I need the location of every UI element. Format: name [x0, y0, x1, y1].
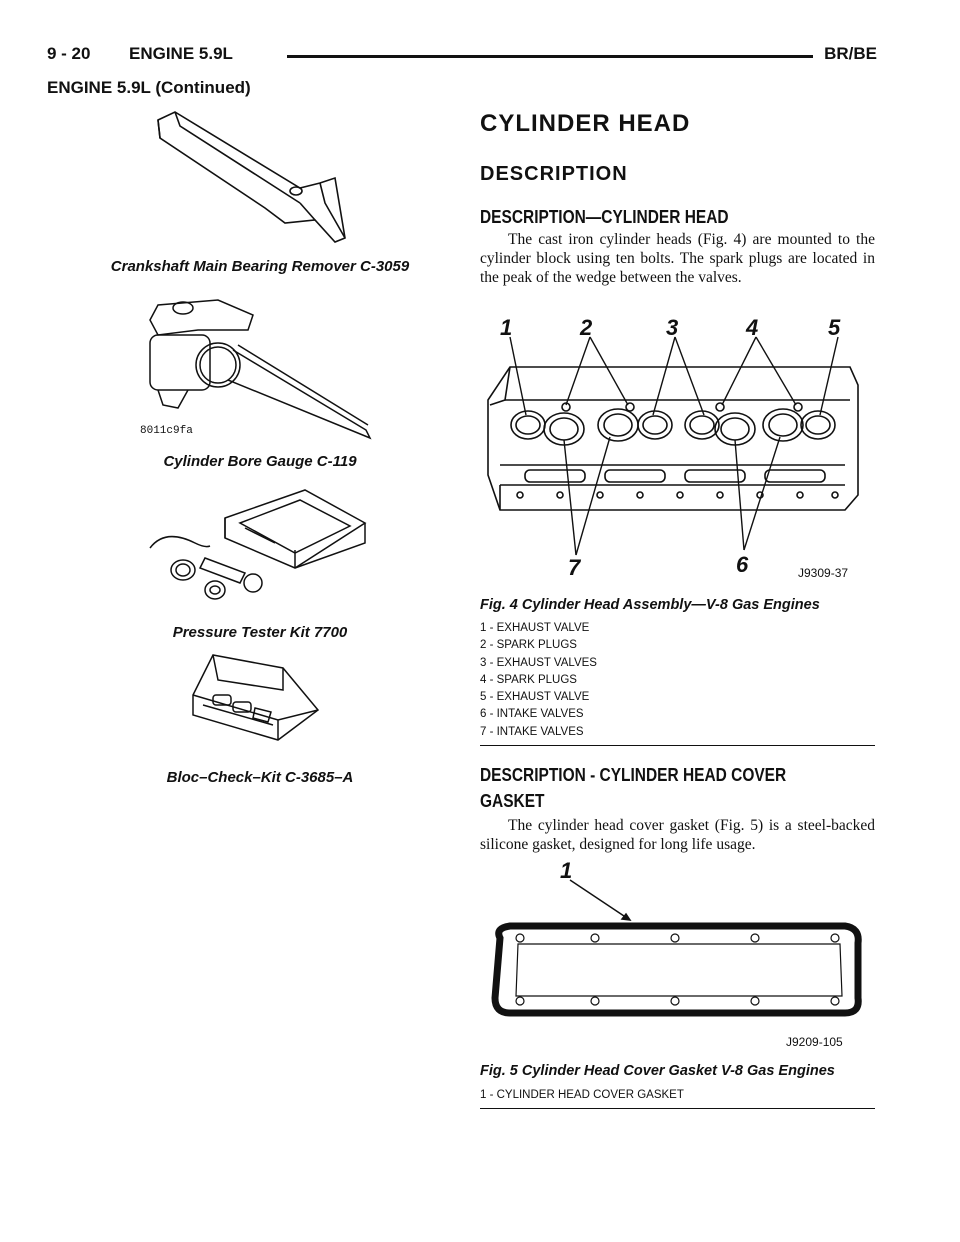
legend-item: 6 - INTAKE VALVES [480, 708, 584, 721]
tool-caption-2: Cylinder Bore Gauge C-119 [163, 453, 357, 470]
subsection-title-cover-gasket-line2: GASKET [480, 791, 545, 811]
legend-rule [480, 745, 875, 746]
subsection-title-cylinder-head: DESCRIPTION—CYLINDER HEAD [480, 207, 729, 227]
section-title: DESCRIPTION [480, 163, 628, 185]
callout-6: 6 [736, 552, 749, 577]
subsection-title-cover-gasket-line1: DESCRIPTION - CYLINDER HEAD COVER [480, 765, 787, 785]
tool-caption-3: Pressure Tester Kit 7700 [172, 624, 348, 641]
figure-5-caption: Fig. 5 Cylinder Head Cover Gasket V-8 Gas Engines [480, 1063, 835, 1079]
legend-rule [480, 1108, 875, 1109]
callout-7: 7 [568, 555, 581, 580]
cover-gasket-paragraph: The cylinder head cover gasket (Fig. 5) is a steel-backed silicone gasket, designed for long life usage. [480, 817, 875, 853]
page-header [47, 44, 877, 74]
cylinder-head-assembly-figure [480, 305, 875, 590]
gauge-image-id: 8011c9fa [140, 425, 193, 437]
figure-5-legend [480, 1087, 875, 1109]
pressure-tester-kit-illustration [145, 488, 375, 618]
callout-5: 5 [828, 315, 841, 340]
tool-caption-4: Bloc–Check–Kit C-3685–A [166, 769, 354, 786]
figure-4-caption: Fig. 4 Cylinder Head Assembly—V-8 Gas Engines [480, 597, 820, 613]
legend-item: 5 - EXHAUST VALVE [480, 691, 590, 704]
figure-4-id: J9309-37 [798, 566, 849, 580]
legend-item: 1 - CYLINDER HEAD COVER GASKET [480, 1089, 684, 1101]
legend-item: 1 - EXHAUST VALVE [480, 622, 590, 634]
cylinder-bore-gauge-illustration [138, 290, 378, 450]
page-title: CYLINDER HEAD [480, 110, 691, 137]
figure-5-id: J9209-105 [786, 1035, 843, 1049]
legend-item: 7 - INTAKE VALVES [480, 725, 584, 738]
figure-4-legend [480, 620, 875, 746]
header-rule [287, 55, 813, 58]
legend-item: 3 - EXHAUST VALVES [480, 656, 597, 669]
legend-item: 4 - SPARK PLUGS [480, 673, 577, 686]
page-number: 9 - 20 [47, 44, 91, 63]
legend-item: 2 - SPARK PLUGS [480, 639, 577, 652]
cylinder-head-paragraph: The cast iron cylinder heads (Fig. 4) are mounted to the cylinder block using ten bolts. The spark plugs are located in the peak of the wedge between the valves. [480, 231, 875, 286]
continued-heading: ENGINE 5.9L (Continued) [47, 78, 251, 97]
bloc-check-kit-illustration [183, 650, 333, 750]
tool-caption-1: Crankshaft Main Bearing Remover C-3059 [110, 258, 410, 275]
callout-1: 1 [500, 315, 513, 340]
header-model: BR/BE [824, 44, 877, 63]
callout-2: 2 [580, 315, 593, 340]
header-section: ENGINE 5.9L [129, 44, 233, 63]
gasket-callout-1: 1 [560, 858, 573, 883]
callout-4: 4 [746, 315, 759, 340]
callout-3: 3 [666, 315, 679, 340]
cylinder-head-cover-gasket-figure [480, 858, 875, 1058]
crankshaft-bearing-remover-illustration [150, 108, 360, 248]
